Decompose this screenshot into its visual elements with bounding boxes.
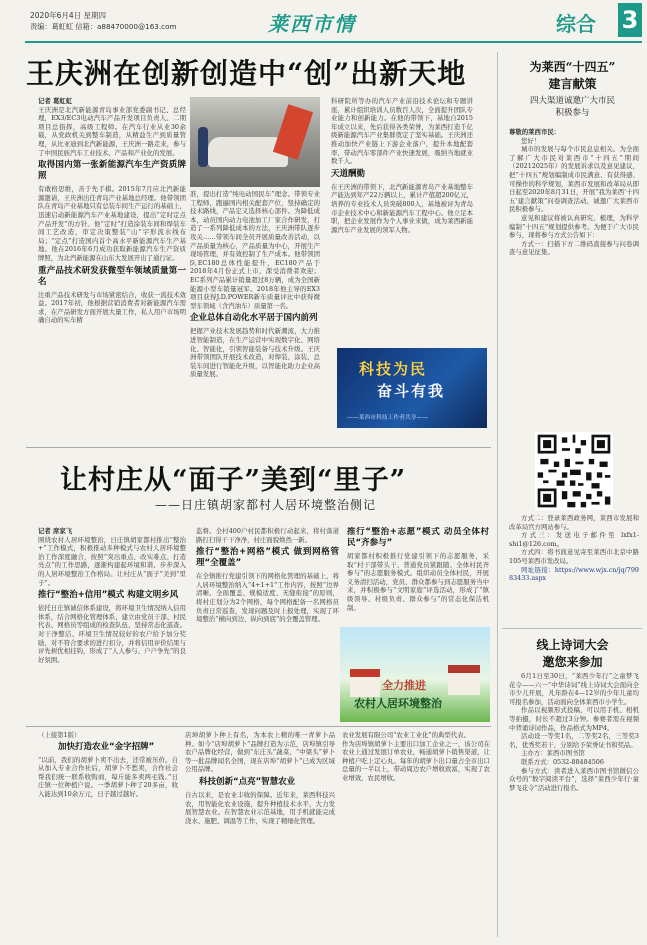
sidebar-letter-title: 尊敬的莱西市民： <box>509 128 561 136</box>
sidebar-subtitle-line2: 积极参与 <box>555 108 590 118</box>
masthead-date: 2020年6月4日 星期四 <box>30 11 107 20</box>
section-name: 综合 <box>556 12 596 36</box>
sidebar-para3: 方式一：扫描下方二维码直接参与问卷调查与意见征集。 <box>509 239 639 257</box>
article1-subhead1: 取得国内第一张新能源汽车生产资质牌照 <box>38 160 186 182</box>
article3-top-rule <box>26 726 491 727</box>
masthead-editors: 责编：葛虹虹 信箱：a88470000@163.com <box>30 22 177 31</box>
poetry-para6: 参与方式：读者进入莱西市图书馆微信公众号的“数字阅读平台”，选择“莱西少年行·童梦飞花令”活动进行报名。 <box>509 766 639 792</box>
article2-para4: 胡家都村积极推行党建引领下的志愿服务，采取“村干部带头干、普通党员紧跟随、全体村民齐参与”的志愿服务模式。组织动员全体村民，开展义务清扫活动，党员、群众都参与到志愿服务当中来，并积极参与“文明家庭”评选活动，形成了“镇级领导、村级负责、群众参与”的常态化保洁机制。 <box>347 552 489 612</box>
science-ad-footer: ——莱西市科技工作者共享—— <box>347 415 429 421</box>
poetry-para5: 联系方式：0532-88484506 <box>521 757 604 766</box>
science-ad-line1: 科技为民 <box>359 360 428 378</box>
article2-subhead2: 推行“整治+网格”模式 做到网格管理“全覆盖” <box>196 547 339 569</box>
sidebar-title-line1: 为莱西“十四五” <box>529 60 616 74</box>
sidebar-para2: 意见和建议将被认真研究、梳理，为科学编制“十四五”规划提供参考。为便于广大市民参与，现将参与方式公告如下： <box>509 213 639 240</box>
article2-para2: 监督。全村400户村民都积极行动起来，将村落道路打扫得干干净净，村庄面貌焕然一新。 <box>196 527 339 544</box>
article1-para6: 在王庆洲的带领下，北汽新能源青岛产业基地整车产能达到年产22万辆以上，累计产值超200亿元，培养的专业技术人员突破800人，基地被评为青岛市企业技术中心和新能源汽车工程中心。他立足本职，把企业发展作为个人事业来做，成为莱西新能源汽车产业发展的领军人物。 <box>331 182 473 234</box>
article3-subhead1: 科技创新“点亮”智慧农业 <box>199 776 296 787</box>
poetry-para2: 作品以视频形式投稿，可以用手机、相机等拍摄，时长不超过3分钟。参赛者需在视频中背诵诗词作品，作品格式为MP4。 <box>509 706 639 732</box>
article2-subhead3: 推行“整治+志愿”模式 动员全体村民“齐参与” <box>347 527 489 548</box>
article1-intro: 王庆洲是北汽新能源青岛事业部党委副书记、总经理，EX3/EC3电动汽车产品开发项目负责人、二期项目总指挥，高级工程师。在汽车行业从业30余载，从党政机关到整车制造，从精益生产到质量管理，从比亚迪到北汽新能源，王庆洲一路走来，参与了中国民族汽车工业技术、产品和产业化的发展。 <box>38 105 186 157</box>
sidebar-para5: 方式三：发送电子邮件至 lxfx1-shi1@126.com。 <box>509 531 639 548</box>
article1-byline: 记者 葛虹虹 <box>38 97 73 105</box>
article1-headline: 王庆洲在创新创造中“创”出新天地 <box>26 57 467 90</box>
ad-house-shape-2 <box>448 665 480 695</box>
masthead-rule <box>25 41 642 43</box>
poetry-title-line1: 线上诗词大会 <box>536 638 609 652</box>
rural-ad-line1: 全力推进 <box>382 679 426 692</box>
sidebar-subtitle-line1: 四大渠道诚邀广大市民 <box>529 96 615 106</box>
science-ad <box>337 348 487 428</box>
page-number: 3 <box>618 3 642 37</box>
article1-para3: 准，提出打造“纯电动国民车”理念。带领专业工程师，跑遍国内相关配套产位，竖持确定的技术路线，产品定义选择核心部件。为降低成本，动员国内动力电池加工厂家合作研发，打造了一系列降低成本的方法，王庆洲带队逐步攻关……带领车间全员开展质量改善活动，以产品质量为核心，产品质量为中心，开展生产现场管理，并有效控制了生产成本。他带领团队EC180总体性能提升，EC180产品于2018年4月份正式上市，深受消费者欢迎；EC系列产品累计销量超过8万辆，成为全国新能源小型车销量冠军。2018年他主导的EX3项目获得J.D.POWER新车质量评比中获得微型车领域（含汽油车）质量第一名。 <box>190 190 320 310</box>
article1-para4: 把握产业技术发展趋势和时代新潮流，大力推进智能制造，在生产运营中实现数字化、网络化、智能化，引领智能装备与技术升级。王庆洲带领团队开展技术改造，对焊装、涂装、总装车间进行智能化升级，以智能化助力企业高质量发展。 <box>190 327 320 379</box>
article1-subhead3: 企业总体自动化水平居于国内前列 <box>190 313 318 324</box>
poetry-title <box>500 636 645 670</box>
robot-arm-shape <box>273 104 313 160</box>
poetry-body <box>509 672 639 937</box>
article3-para3: 自古以来，是农业丰收的保障。近年来，莱西科技兴农，用智能化农业设施，提升种植技术水平，大力发展智慧农业。在智慧农业示范基地，用手机就能完成浇水、施肥、调温等工作，实现了精细化管理。 <box>185 790 335 825</box>
sidebar-para4: 方式二：登录莱西政务网，莱西市发展和改革局官方网站参与。 <box>509 514 639 531</box>
article2-subhead1: 推行“整治+信用”模式 构建文明乡风 <box>38 590 179 601</box>
sidebar-top-body <box>509 128 639 428</box>
sidebar-para6: 方式四：将书面意见寄至莱西市北京中路105号莱西市发改局。 <box>509 548 639 565</box>
poetry-para3: 活动设一等奖1名，二等奖2名，三等奖3名，优秀奖若干，分别给予荣誉证书和奖品。 <box>509 732 639 749</box>
article1-subhead4: 天道酬勤 <box>331 168 366 179</box>
article3-para5: 作为店埠镇胡萝卜主要出口加工企业之一，该公司在农业上通过发展订单农业，畅通胡萝卜销售渠道，让种植户吃上定心丸。每年的胡萝卜出口量占全市出口总量的一半以上，带动周边农户增收致富，实现了农业增效、农民增收。 <box>342 739 490 782</box>
article3-col1 <box>38 731 178 937</box>
article1-col3 <box>331 97 473 347</box>
article2-headline: 让村庄从“面子”美到“里子” <box>60 465 407 496</box>
article3-para1: “以前，我们的胡萝卜卖不出去，还常被压价。自从加入专业合作社后，胡萝卜不愁卖，合作社会帮我们统一联系收购商，每斤能多卖两毛钱。”日庄镇一位种植户说。一季胡萝卜种了20多亩，收入能达到10余万元，日子越过越好。 <box>38 755 178 798</box>
ad-house-shape <box>350 669 380 697</box>
article3-col3 <box>342 731 490 937</box>
article1-para2: 注重产品技术研发与市场紧密结合，收获一流技术效益。2017年初，他根据营销消费者对新能源汽车需求，在产品研发方面开展大量工作，私人用户市场明确自动的实车精 <box>38 290 186 325</box>
article2-intro: 围绕农村人居环境整治，日庄镇胡家都村推出“整治+”工作模式，积极推动多种模式与农村人居环境整治工作深度融合，按照“突出重点、改实难点、打造亮点”的工作思路，逐渐构建起环境和谐、步步深入的人居环境整治工作格局。让村庄从“面子”美到“里子”。 <box>38 535 186 587</box>
article3-para2: 店坤胡萝卜种上有名，为本农上精的唯一青萝卜品种。如今“店埠胡萝卜”品牌打造为示范，店埠镇引导农户品牌化经营，做到“东庄头”蔬菜、“中梁头”萝卜等一批品牌闻名全国，现在店埠“胡萝卜”已成为区域公用品牌。 <box>185 731 335 774</box>
survey-qr-code[interactable] <box>535 432 613 510</box>
article2-para1: 依托日庄镇诚信体系建设，将环境卫生情况纳入信用体系，结合网格化管理体系，建立由党员干部、村民代表、网格员等组成的检查队伍，坚持常态化巡查。对干净整洁、环境卫生情况较好的农户给予加分奖励，对不符合要求的进行扣分，并将信用评价结果与评先树优相挂钩，形成了“人人参与、户户争先”的良好氛围。 <box>38 604 186 664</box>
sidebar-title-line2: 建言献策 <box>548 77 597 91</box>
article1-para5: 科研院所等办的汽车产业前沿技术论坛和专题讲座，累计组织培训人员数百人次，全面提升团队专业能力和创新能力。在他的带领下，基地自2015年成立以来，先后获得各类荣誉，为莱西打造千亿级新能源汽车产业集群奠定了坚实基础。王庆洲还推动加快产业链上下游企业落户，提升本地配套率，带动汽车零部件产业快速发展，吸纳当地就业数千人。 <box>331 97 473 166</box>
qr-code-pattern <box>535 432 613 510</box>
poetry-title-line2: 邀您来参加 <box>542 655 603 669</box>
article3-headline: 加快打造农业“金字招牌” <box>58 741 155 752</box>
article3-para4: 农业发展有限公司“农业工业化”的典型代表。 <box>342 731 470 739</box>
rural-environment-ad <box>340 627 490 722</box>
article2-col3 <box>347 527 489 627</box>
article3-continued: （上接第1版） <box>38 731 81 739</box>
worker-shape <box>198 127 208 167</box>
rural-ad-line2: 农村人居环境整治 <box>354 697 442 710</box>
sidebar-para1: 城市的发展与每个市民息息相关。为全面了解广大市民对莱西市“十四五”期间（20212025年）的发展诉求以及意见建议，把“十四五”规划编制成市民满意、有获得感、可操作的科学规划，莱西市发展和改革局从即日起至2020年8月31日，开展“我为莱西‘十四五’建言献策”问卷调查活动，诚邀广大莱西市民积极参与。 <box>509 145 639 214</box>
article1-para1: 有敢格思维，善于先手棋。2015年7月应北汽新能源邀请，王庆洲出任青岛产业基地总经理。他带领团队在青岛产业基地只有总装车间生产运行的基础上，迅速启动新能源汽车产业基地建设，提出“定时定点产品开发”的方针。他“定时”打造涂装车间和焊装车间工艺改造，审定决策整装“山”字形流水线布局；“定点”打造国内首个高水平新能源汽车生产基地。他在2016年6月成功获取新能源汽车生产资质牌照，为北汽新能源在山东大发展开出了通行证。 <box>38 185 186 262</box>
article2-byline: 记者 席家飞 <box>38 527 73 535</box>
article2-para3: 在全镇推行党建引领下的网格化管理的基础上，将人居环境整治纳入“4+1+1”工作内容，按照“边界清晰、全面覆盖、规模适度、无缝衔接”的原则，将村庄划分为2个网格，每个网格配备一名网格员负责日常巡查，发现问题及时上报处理，实现了环境整治“横向到边、纵向到底”的全覆盖管理。 <box>196 572 339 624</box>
article2-top-rule <box>26 447 491 448</box>
poetry-para4: 主办方：莱西市图书馆 <box>521 749 585 758</box>
sidebar-top-body2 <box>509 514 639 624</box>
survey-link[interactable]: 网址链接：https://www.wjx.cn/jq/79983433.aspx <box>509 565 639 583</box>
masthead <box>0 0 647 44</box>
science-ad-line2: 奋斗有我 <box>377 382 446 400</box>
article1-subhead2: 重产品技术研发获微型车领域质量第一名 <box>38 265 186 287</box>
article2-col1 <box>38 527 186 723</box>
sidebar-section-divider <box>502 628 642 629</box>
factory-photo <box>190 97 320 187</box>
article2-col2 <box>196 527 339 723</box>
paper-name: 莱西市情 <box>268 12 356 36</box>
sidebar-top-title <box>500 58 645 118</box>
sidebar-divider <box>497 52 498 937</box>
article3-col2 <box>185 731 335 937</box>
article2-subheadline: ——日庄镇胡家都村人居环境整治侧记 <box>155 498 377 512</box>
poetry-para1: 6月1日至30日，“莱西少年行”之童梦飞花令——六一“中华诗词”线上诗词大会面向全市少儿开展，凡年龄在4—12岁的少年儿童均可报名参加，活动面向全体莱西市小学生。 <box>509 672 639 706</box>
sidebar-greeting: 您好！ <box>521 136 541 145</box>
